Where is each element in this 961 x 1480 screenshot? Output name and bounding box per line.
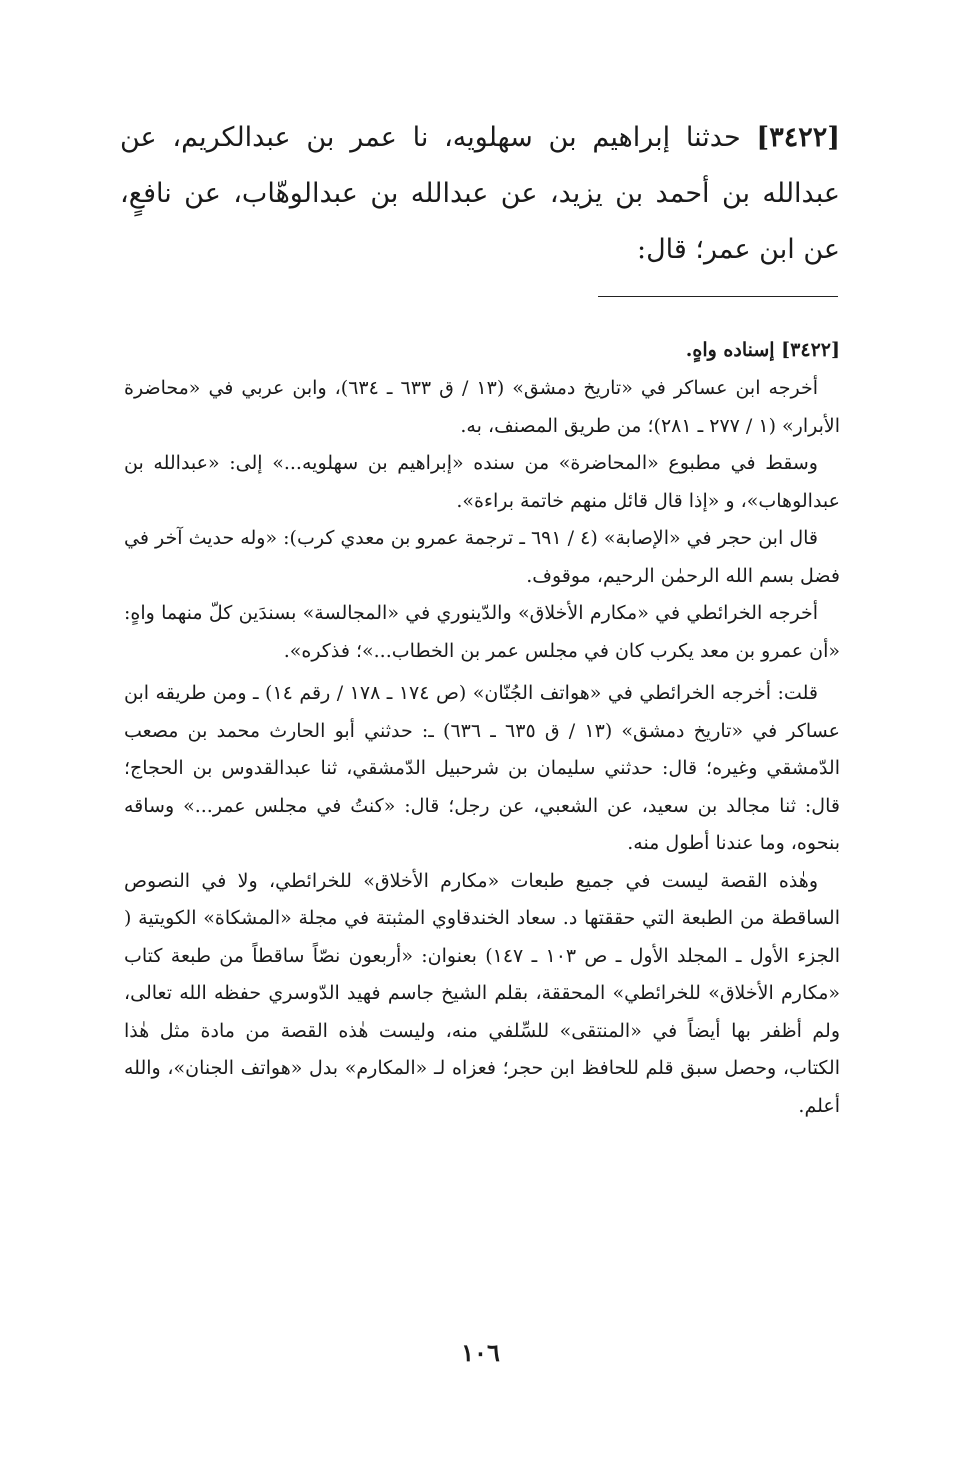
footnote-paragraph: وهٰذه القصة ليست في جميع طبعات «مكارم الأخلاق» للخرائطي، ولا في النصوص الساقطة من الطبعة التي حققتها د. سعاد الخندقاوي المثبتة في مجلة «المشكاة» الكويتية ( الجزء الأول ـ المجلد الأول ـ ص ١٠٣ ـ ١٤٧) بعنوان: «أربعون نصّاً ساقطاً من طبعة كتاب «مكارم الأخلاق» للخرائطي» المحققة، بقلم الشيخ جاسم فهيد الدّوسري حفظه الله تعالى، ولم أظفر بها أيضاً في «المنتقى» للسِّلفي منه، وليست هٰذه القصة من مادة مثل هٰذا الكتاب، وحصل سبق قلم للحافظ ابن حجر؛ فعزاه لـ «المكارم» بدل «هواتف الجنان»، والله أعلم. xyxy=(124,869,840,1117)
footnote-paragraph: وسقط في مطبوع «المحاضرة» من سنده «إبراهيم بن سهلويه...» إلى: «عبدالله بن عبدالوهاب»، و «إذا قال قائل منهم خاتمة براءة». xyxy=(124,452,840,512)
footnote-paragraph: قلت: أخرجه الخرائطي في «هواتف الجُنّان» (ص ١٧٤ ـ ١٧٨ / رقم ١٤) ـ ومن طريقه ابن عساكر في «تاريخ دمشق» (١٣ / ق ٦٣٥ ـ ٦٣٦) ـ: حدثني أبو الحارث محمد بن مصعب الدّمشقي وغيره؛ قال: حدثني سليمان بن شرحبيل الدّمشقي، ثنا عبدالقدوس بن الحجاج؛ قال: ثنا مجالد بن سعيد، عن الشعبي، عن رجل؛ قال: «كنتُ في مجلس عمر...» وساقه بنحوه، وما عندنا أطول منه. xyxy=(124,682,840,854)
hadith-chain: حدثنا إبراهيم بن سهلويه، نا عمر بن عبدالكريم، عن عبدالله بن أحمد بن يزيد، عن عبدالله بن عبدالوهّاب، عن نافعٍ، عن ابن عمر؛ قال: xyxy=(120,122,840,265)
main-hadith-text xyxy=(120,110,840,278)
footnote-paragraph: قال ابن حجر في «الإصابة» (٤ / ٦٩١ ـ ترجمة عمرو بن معدي كرب): «وله حديث آخر في فضل بسم الله الرحمٰن الرحيم، موقوف. xyxy=(124,527,840,587)
footnote-paragraph: أخرجه ابن عساكر في «تاريخ دمشق» (١٣ / ق ٦٣٣ ـ ٦٣٤)، وابن عربي في «محاضرة الأبرار» (١ / ٢٧٧ ـ ٢٨١)؛ من طريق المصنف، به. xyxy=(124,377,840,437)
footnote-paragraph: أخرجه الخرائطي في «مكارم الأخلاق» والدّينوري في «المجالسة» بسندَين كلّ منهما واهٍ: «أن عمرو بن معد يكرب كان في مجلس عمر بن الخطاب...»؛ فذكره». xyxy=(124,602,840,662)
footnote-divider xyxy=(598,296,838,297)
page-number: ١٠٦ xyxy=(461,1338,500,1367)
footnotes xyxy=(124,330,840,1125)
hadith-number: [٣٤٢٢] xyxy=(756,122,840,153)
footnote-heading: [٣٤٢٢] إسناده واهٍ. xyxy=(685,339,840,361)
